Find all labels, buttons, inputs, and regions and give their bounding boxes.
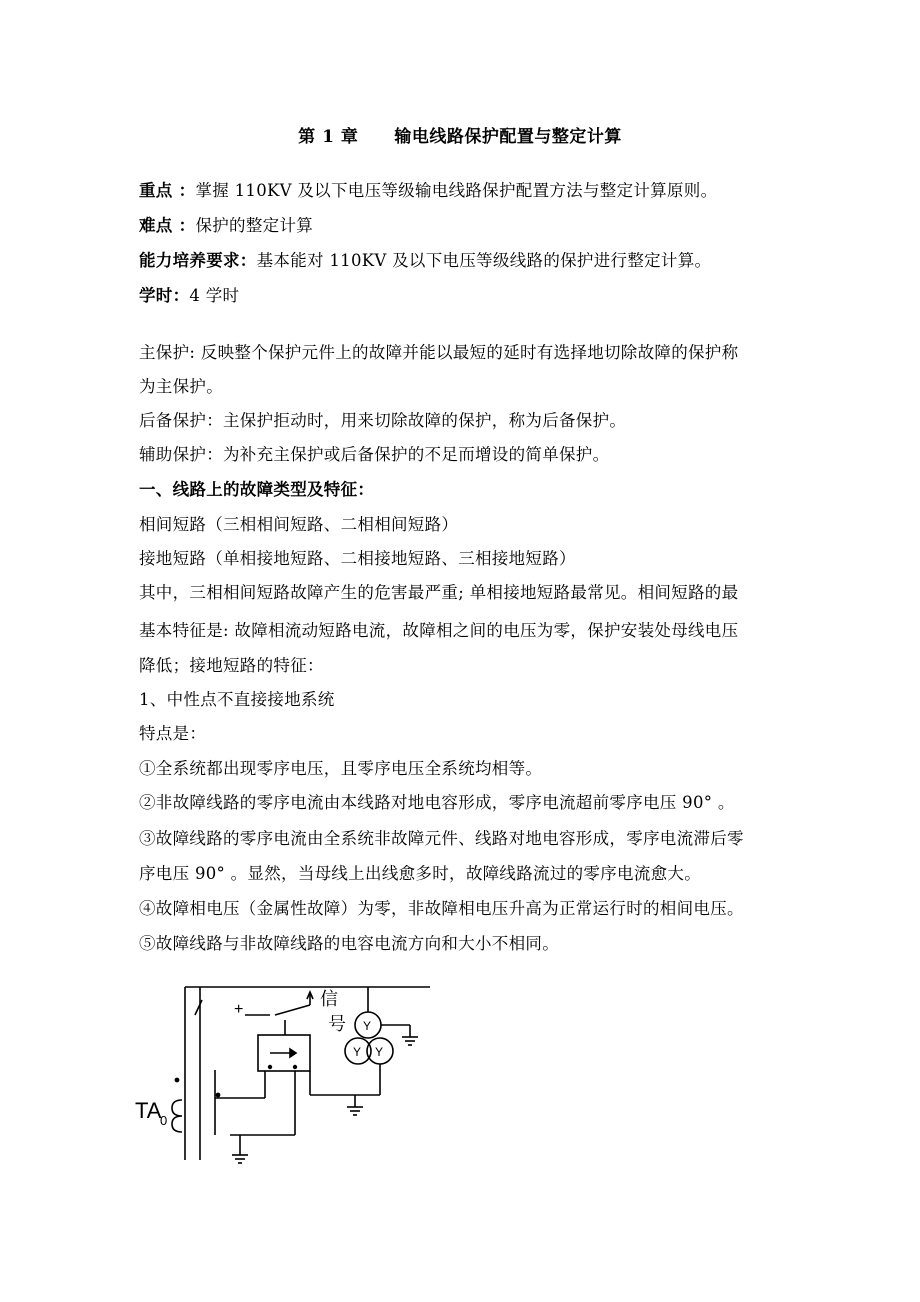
body-line: ⑤故障线路与非故障线路的电容电流方向和大小不相同。 xyxy=(139,934,559,953)
chapter-number: 第 1 章 xyxy=(298,127,359,147)
vt-label: Y xyxy=(375,1045,384,1059)
body-line: 辅助保护：为补充主保护或后备保护的不足而增设的简单保护。 xyxy=(139,445,610,464)
body-line: 接地短路（单相接地短路、二相接地短路、三相接地短路） xyxy=(139,549,576,568)
body-line: 为主保护。 xyxy=(139,377,223,396)
body-line: 相间短路（三相相间短路、二相相间短路） xyxy=(139,515,459,534)
polarity-dot xyxy=(175,1078,178,1081)
ability xyxy=(139,250,819,272)
signal-label-2: 号 xyxy=(328,1014,346,1035)
body-line: 主保护: 反映整个保护元件上的故障并能以最短的延时有选择地切除故障的保护称 xyxy=(139,343,739,362)
chapter-name: 输电线路保护配置与整定计算 xyxy=(394,127,622,147)
body-line: 基本特征是: 故障相流动短路电流，故障相之间的电压为零，保护安装处母线电压 xyxy=(139,621,739,640)
body-line: ③故障线路的零序电流由全系统非故障元件、线路对地电容形成，零序电流滞后零 xyxy=(139,829,744,848)
body-line: 特点是： xyxy=(139,724,207,743)
body-line: ①全系统都出现零序电压，且零序电压全系统均相等。 xyxy=(139,759,543,778)
section-heading: 一、线路上的故障类型及特征： xyxy=(139,480,375,499)
body-line: 后备保护：主保护拒动时，用来切除故障的保护，称为后备保护。 xyxy=(139,411,627,430)
difficulty xyxy=(139,215,819,237)
key-label: 重点 ： xyxy=(139,181,196,200)
ta-subscript: 0 xyxy=(160,1113,168,1128)
body-line: 1、中性点不直接接地系统 xyxy=(139,690,335,709)
hours-label: 学时： xyxy=(139,286,190,305)
hours xyxy=(139,285,819,307)
switch-blade xyxy=(195,1000,202,1015)
hours-text: 4 学时 xyxy=(189,286,240,305)
contact-blade xyxy=(275,1005,310,1015)
body-line: 其中，三相相间短路故障产生的危害最严重; 单相接地短路最常见。相间短路的最 xyxy=(139,583,739,602)
diff-text: 保护的整定计算 xyxy=(195,216,314,235)
body-line: 序电压 90° 。显然，当母线上出线愈多时，故障线路流过的零序电流愈大。 xyxy=(139,864,702,883)
key-points xyxy=(139,180,819,202)
ability-label: 能力培养要求： xyxy=(139,251,257,270)
chapter-title xyxy=(0,122,920,147)
key-text: 掌握 110KV 及以下电压等级输电线路保护配置方法与整定计算原则。 xyxy=(195,181,718,200)
body-line: ②非故障线路的零序电流由本线路对地电容形成，零序电流超前零序电压 90° 。 xyxy=(139,793,735,812)
diff-label: 难点 ： xyxy=(139,216,196,235)
body-line: 降低；接地短路的特征： xyxy=(139,656,324,675)
ability-text: 基本能对 110KV 及以下电压等级线路的保护进行整定计算。 xyxy=(256,251,712,270)
plus-sign: + xyxy=(234,1001,244,1018)
circuit-diagram xyxy=(130,975,450,1175)
vt-label: Y xyxy=(363,1019,372,1033)
ta-label: TA xyxy=(135,1098,162,1123)
ct-coil xyxy=(172,1100,182,1132)
terminal-dot xyxy=(269,1066,272,1069)
terminal-dot xyxy=(294,1066,297,1069)
relay-arrowhead xyxy=(290,1049,296,1057)
vt-label: Y xyxy=(353,1045,362,1059)
body-line: ④故障相电压（金属性故障）为零，非故障相电压升高为正常运行时的相间电压。 xyxy=(139,899,744,918)
polarity-dot xyxy=(216,1093,219,1096)
signal-label-1: 信 xyxy=(320,989,338,1010)
